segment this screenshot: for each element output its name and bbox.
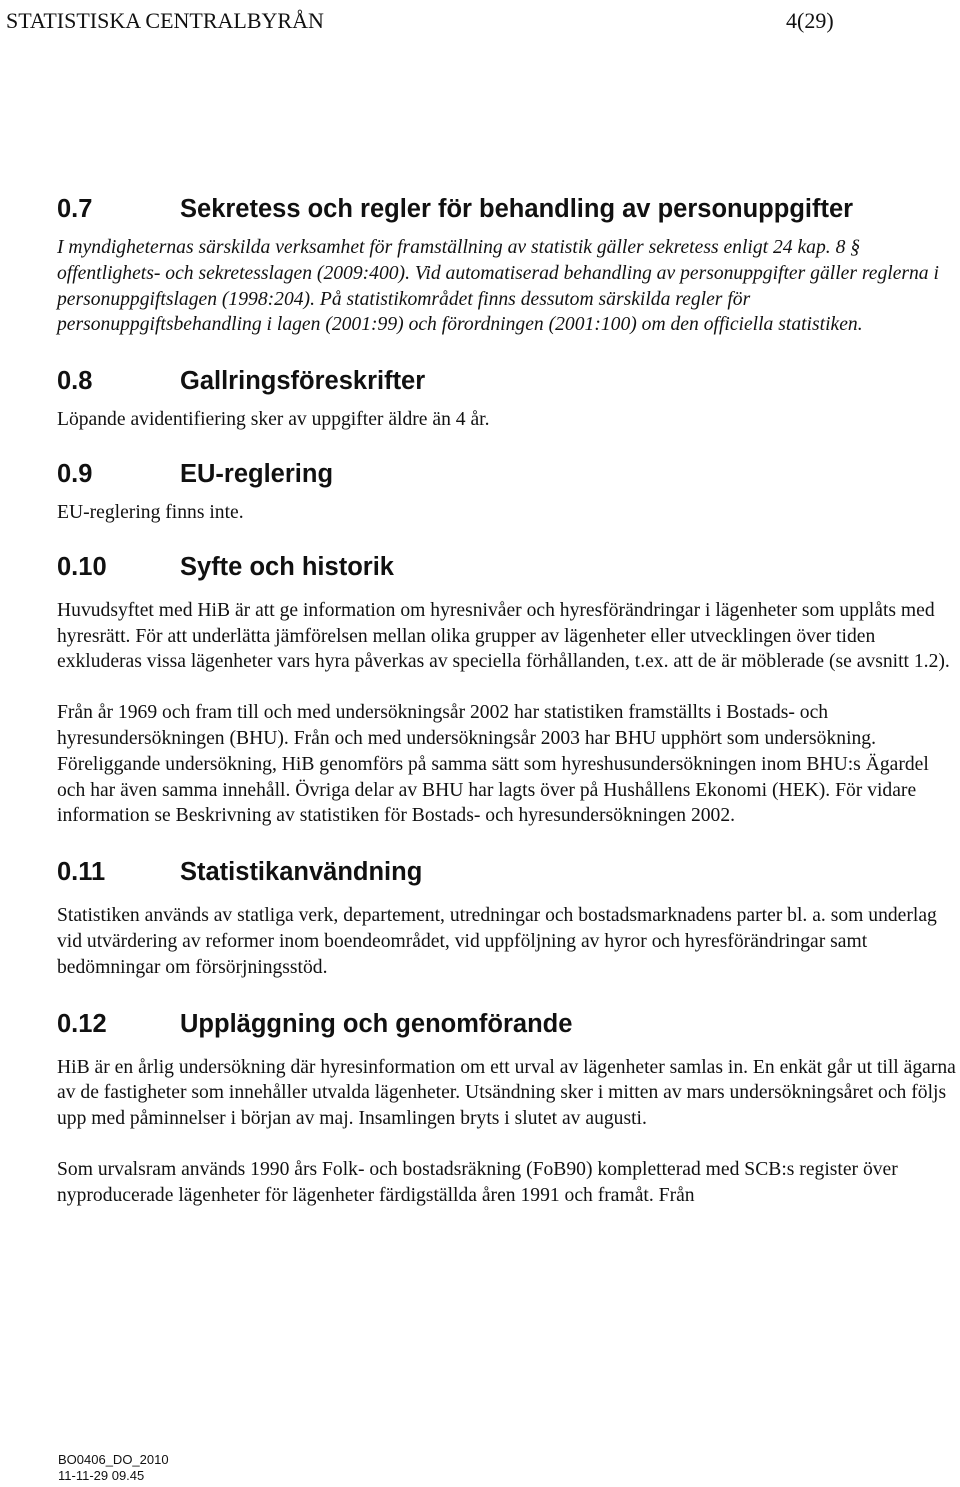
section-heading bbox=[57, 550, 957, 584]
section-paragraph: Som urvalsram används 1990 års Folk- och bostadsräkning (FoB90) kompletterad med SCB:s register över nyproducerade lägenheter för lägenheter färdigställda åren 1991 och framåt. Från bbox=[57, 1158, 898, 1206]
page-footer bbox=[58, 1452, 169, 1484]
section-heading bbox=[57, 192, 957, 226]
section-0-12 bbox=[57, 1007, 957, 1209]
section-title: Gallringsföreskrifter bbox=[180, 367, 426, 396]
document-id: BO0406_DO_2010 bbox=[58, 1452, 169, 1467]
section-number: 0.11 bbox=[57, 858, 106, 887]
page-header bbox=[6, 6, 866, 36]
section-paragraph: Från år 1969 och fram till och med undersökningsår 2002 har statistiken framställts i Bostads- och hyresundersökningen (BHU). Från och med undersökningsår 2003 har BHU upphört som undersökning. Föreliggande undersökning, HiB genomförs på samma sätt som hyreshusundersökningen inom BHU:s Ägardel och har även samma innehåll. Övriga delar av BHU har lagts över på Hushållens Ekonomi (HEK). För vidare information se Beskrivning av statistiken för Bostads- och hyresundersökningen 2002. bbox=[57, 702, 929, 827]
section-number: 0.10 bbox=[57, 552, 107, 581]
organization-name: STATISTISKA CENTRALBYRÅN bbox=[6, 8, 324, 33]
section-number: 0.7 bbox=[57, 195, 93, 223]
section-0-9 bbox=[57, 457, 957, 526]
section-paragraph: I myndigheternas särskilda verksamhet för framställning av statistik gäller sekretess enligt 24 kap. 8 § offentlighets- och sekretesslagen (2009:400). Vid automatiserad behandling av personuppgifter gäller reglerna i personuppgiftslagen (1998:204). På statistikområdet finns dessutom särskilda regler för personuppgiftsbehandling i lagen (2001:99) och förordningen (2001:100) om den officiella statistiken. bbox=[57, 237, 939, 336]
page-content bbox=[57, 192, 957, 1209]
section-heading bbox=[57, 1007, 957, 1041]
section-0-10 bbox=[57, 550, 957, 829]
section-title: Sekretess och regler för behandling av personuppgifter bbox=[180, 195, 854, 223]
section-heading bbox=[57, 855, 957, 889]
page-number: 4(29) bbox=[786, 8, 834, 33]
section-number: 0.9 bbox=[57, 459, 93, 488]
document-timestamp: 11-11-29 09.45 bbox=[58, 1468, 145, 1483]
section-heading bbox=[57, 364, 957, 398]
section-paragraph: HiB är en årlig undersökning där hyresinformation om ett urval av lägenheter samlas in. En enkät går ut till ägarna av de fastigheter som innehåller utvalda lägenheter. Utsändning sker i mitten av mars undersökningsåret och följs upp med påminnelser i början av maj. Insamlingen bryts i slutet av augusti. bbox=[57, 1056, 956, 1130]
section-heading bbox=[57, 457, 957, 491]
section-0-7 bbox=[57, 192, 957, 338]
section-0-11 bbox=[57, 855, 957, 980]
section-paragraph: Huvudsyftet med HiB är att ge information om hyresnivåer och hyresförändringar i lägenheter som upplåts med hyresrätt. För att underlätta jämförelsen mellan olika grupper av lägenheter eller utvecklingen över tiden exkluderas vissa lägenheter vars hyra påverkas av speciella förhållanden, t.ex. att de är möblerade (se avsnitt 1.2). bbox=[57, 599, 950, 673]
section-title: Statistikanvändning bbox=[180, 858, 423, 887]
section-paragraph: EU-reglering finns inte. bbox=[57, 501, 244, 523]
section-0-8 bbox=[57, 364, 957, 433]
section-title: EU-reglering bbox=[180, 459, 334, 488]
section-title: Uppläggning och genomförande bbox=[180, 1009, 573, 1038]
section-title: Syfte och historik bbox=[180, 552, 394, 581]
section-number: 0.12 bbox=[57, 1009, 107, 1038]
section-number: 0.8 bbox=[57, 367, 93, 396]
section-paragraph: Löpande avidentifiering sker av uppgifter äldre än 4 år. bbox=[57, 409, 490, 431]
section-paragraph: Statistiken används av statliga verk, departement, utredningar och bostadsmarknadens parter bl. a. som underlag vid utvärdering av reformer inom boendeområdet, vid uppföljning av hyror och hyresförändringar samt bedömningar om försörjningsstöd. bbox=[57, 905, 937, 978]
